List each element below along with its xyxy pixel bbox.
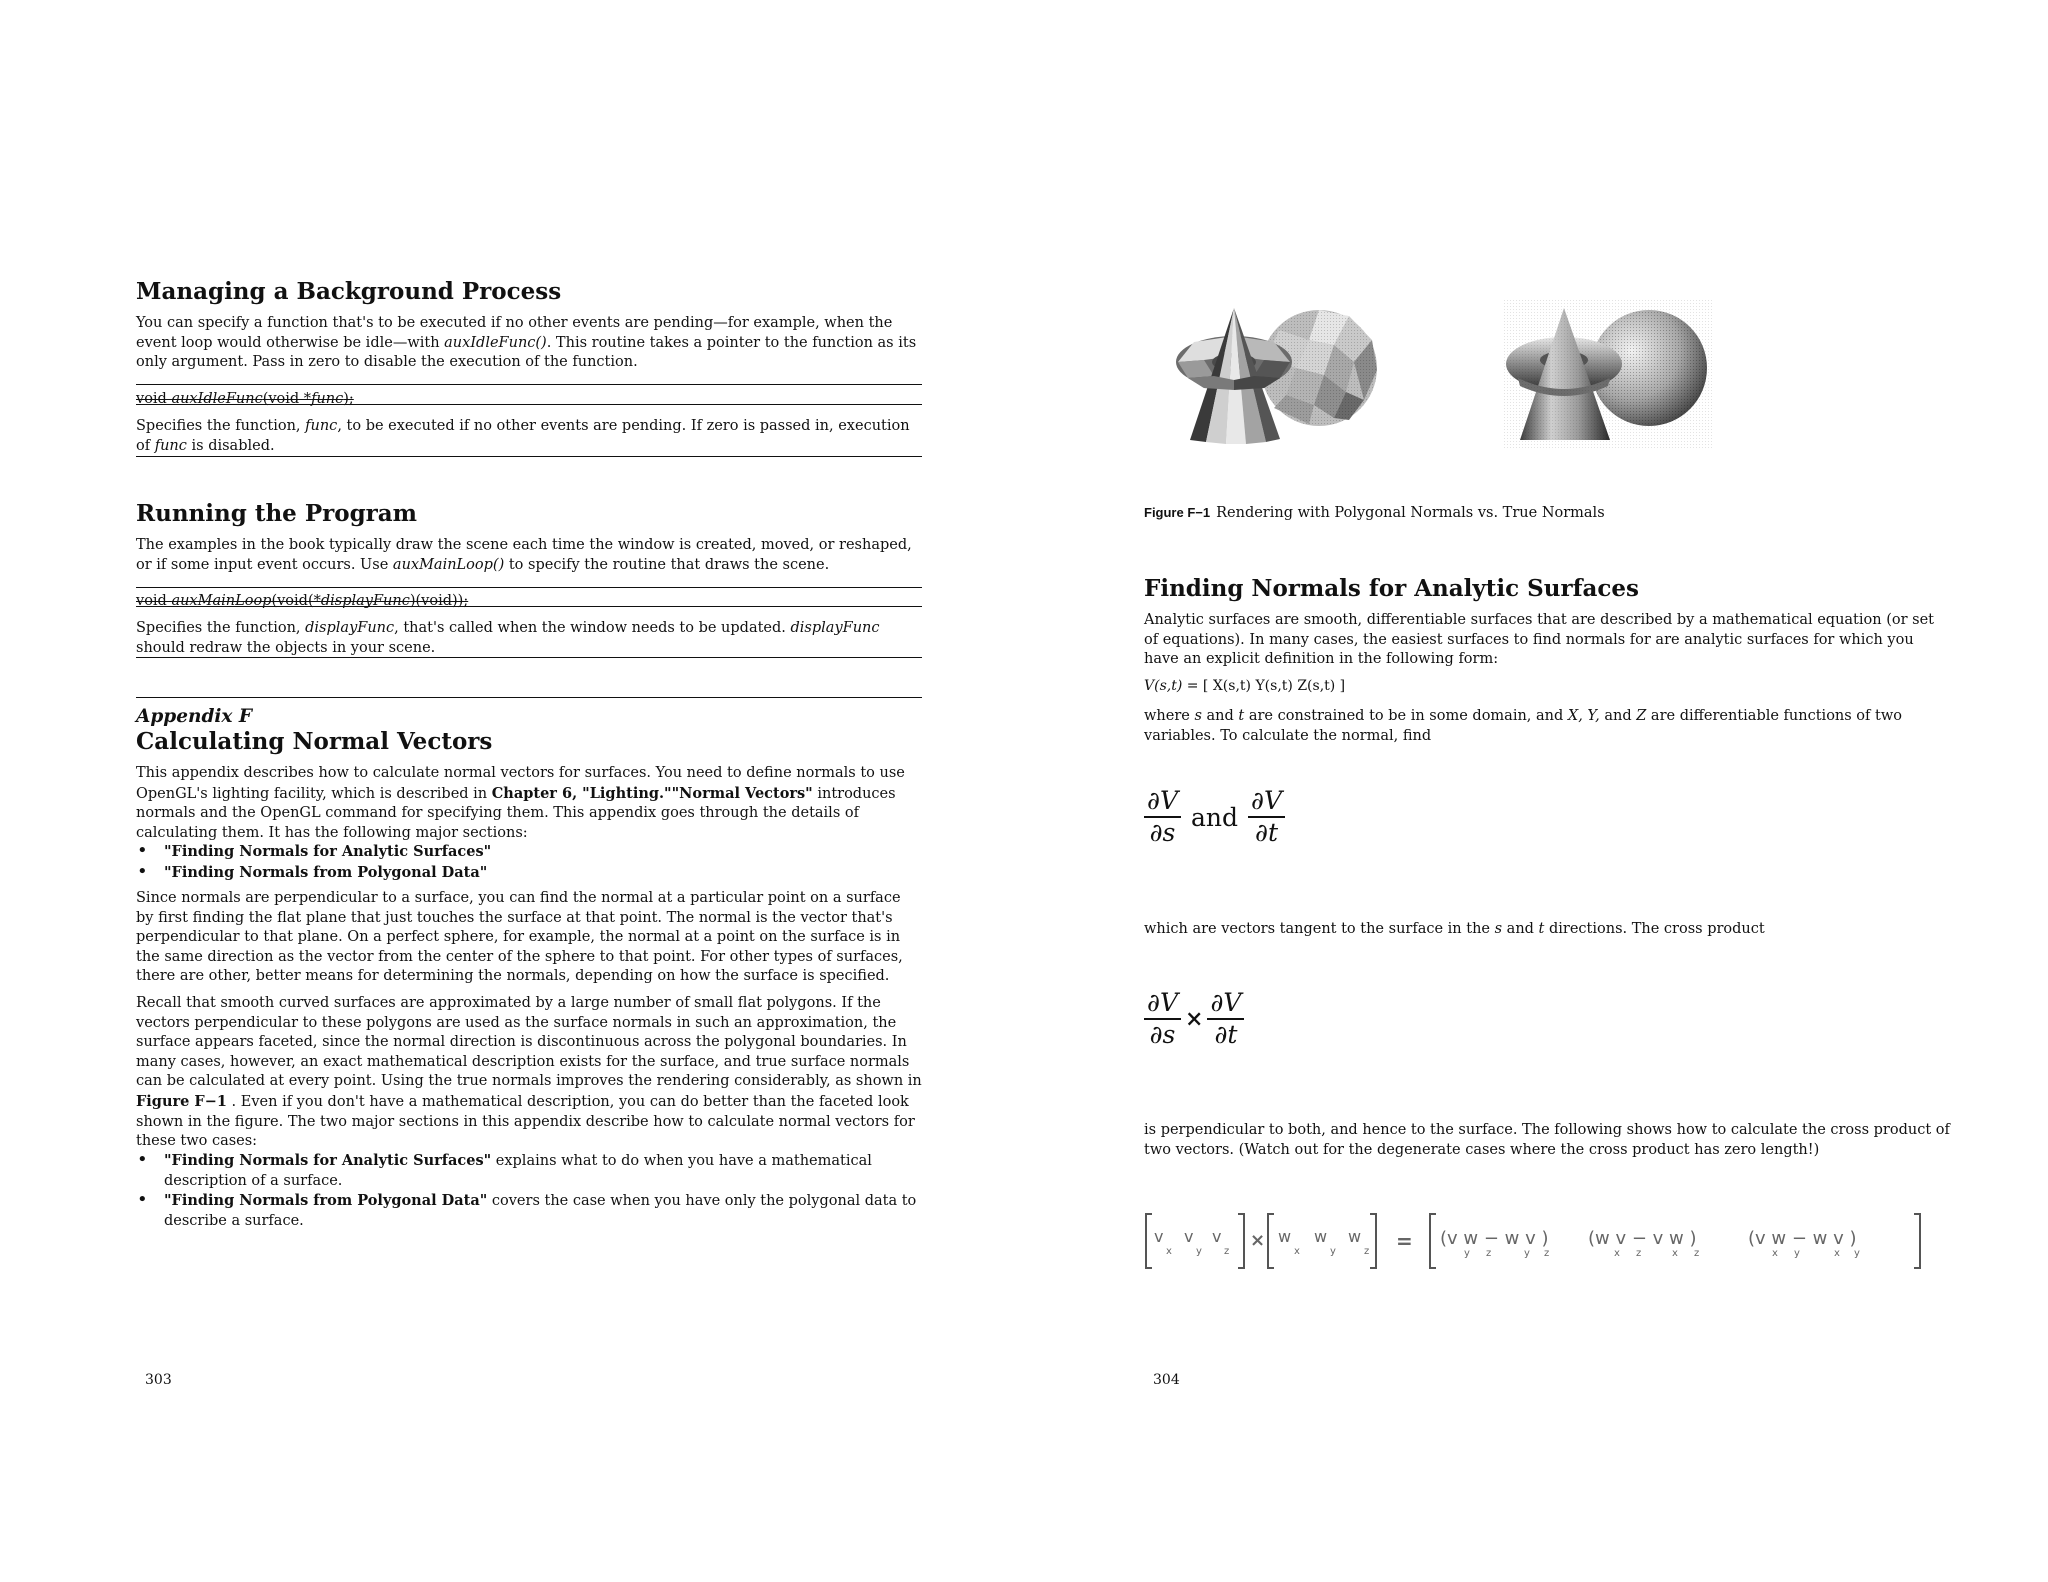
list-item xyxy=(136,842,922,863)
auxmainloop-description xyxy=(136,619,922,658)
svg-text:y: y xyxy=(1854,1248,1860,1259)
section-link[interactable]: "Normal Vectors" xyxy=(671,784,813,802)
figure-link[interactable]: Figure F−1 xyxy=(136,1092,227,1110)
svg-text:w: w xyxy=(1278,1227,1292,1246)
text: and xyxy=(1502,921,1539,937)
and-word: and xyxy=(1191,802,1239,832)
cross-symbol: × xyxy=(1185,1006,1204,1032)
text: are constrained to be in some domain, and xyxy=(1244,708,1568,724)
argument-name: displayFunc xyxy=(790,620,880,636)
background-process-paragraph xyxy=(136,314,922,373)
svg-text:y: y xyxy=(1794,1248,1800,1259)
text: are differentiable functions of two variables. To calculate the normal, find xyxy=(1144,708,1902,744)
variable: t xyxy=(1238,708,1245,724)
function-name: auxIdleFunc xyxy=(171,391,263,407)
divider xyxy=(136,657,922,658)
text: and xyxy=(1201,708,1239,724)
text: Specifies the function, xyxy=(136,418,306,434)
text: The examples in the book typically draw the scene each time the window is created, moved, or reshaped, or if some input event occurs. Use xyxy=(136,537,912,573)
figure-label: Figure F−1 xyxy=(1144,505,1211,520)
variable: t xyxy=(1538,921,1545,937)
cases-list xyxy=(136,1151,922,1231)
function-name: auxMainLoop xyxy=(171,593,272,609)
text: and xyxy=(1599,708,1637,724)
svg-text:x: x xyxy=(1166,1246,1172,1257)
page-number: 304 xyxy=(1153,1372,1180,1388)
partial-derivatives-equation xyxy=(1144,786,1285,848)
svg-text:x: x xyxy=(1614,1248,1620,1259)
caption-text: Rendering with Polygonal Normals vs. True Normals xyxy=(1216,505,1605,521)
divider xyxy=(136,587,922,588)
divider xyxy=(136,606,922,607)
list-item xyxy=(136,863,922,884)
text: which are vectors tangent to the surface in the xyxy=(1144,921,1495,937)
function-name: auxMainLoop() xyxy=(392,556,505,573)
list-item xyxy=(136,1191,922,1231)
text: You can specify a function that's to be executed if no other events are pending—for example, when the event loop would otherwise be idle—with xyxy=(136,315,893,351)
appendix-divider xyxy=(136,697,922,698)
partial-v-over-t: $\frac{\partial V}{\partial t}$ xyxy=(1248,786,1285,848)
text: explains what to do when you have a mathematical description of a surface. xyxy=(164,1153,872,1189)
divider xyxy=(136,384,922,385)
variable: X, Y, xyxy=(1567,708,1600,724)
svg-text:x: x xyxy=(1294,1246,1300,1257)
svg-text:w: w xyxy=(1348,1227,1362,1246)
equation-lhs: V(s,t) xyxy=(1144,678,1183,694)
auxidlefunc-description xyxy=(136,417,922,456)
svg-text:x: x xyxy=(1834,1248,1840,1259)
argument-name: func xyxy=(311,391,344,407)
svg-text:v: v xyxy=(1184,1227,1194,1246)
appendix-label: Appendix F xyxy=(136,706,253,727)
figure-caption xyxy=(1144,505,1605,521)
svg-text:z: z xyxy=(1694,1248,1700,1259)
running-program-paragraph xyxy=(136,536,922,575)
page-number: 303 xyxy=(145,1372,172,1388)
faceted-rendering xyxy=(1176,308,1377,444)
text: (void * xyxy=(262,391,312,407)
smooth-rendering xyxy=(1504,300,1714,450)
text: )(void)); xyxy=(409,593,469,609)
section-link[interactable]: "Finding Normals from Polygonal Data" xyxy=(164,863,488,881)
partial-v-over-t: $\frac{\partial V}{\partial t}$ xyxy=(1207,988,1244,1050)
svg-text:w: w xyxy=(1314,1227,1328,1246)
svg-text:z: z xyxy=(1486,1248,1492,1259)
appendix-paragraph-3 xyxy=(136,994,922,1152)
chapter-link[interactable]: Chapter 6, "Lighting." xyxy=(491,784,672,802)
domain-paragraph xyxy=(1144,707,1952,746)
text: Specifies the function, xyxy=(136,620,306,636)
svg-text:×: × xyxy=(1250,1230,1266,1251)
argument-name: func xyxy=(305,418,338,434)
svg-text:z: z xyxy=(1544,1248,1550,1259)
svg-text:x: x xyxy=(1772,1248,1778,1259)
text: . Even if you don't have a mathematical description, you can do better than the faceted look shown in the figure. The two major sections in this appendix describe how to calculate normal vectors for these two cases: xyxy=(136,1093,915,1150)
text: ); xyxy=(343,391,354,407)
svg-text:v: v xyxy=(1212,1227,1222,1246)
svg-text:x: x xyxy=(1672,1248,1678,1259)
argument-name: displayFunc xyxy=(320,593,410,609)
variable: s xyxy=(1494,921,1503,937)
text: where xyxy=(1144,708,1195,724)
svg-text:z: z xyxy=(1636,1248,1642,1259)
text: This appendix describes how to calculate normal vectors for surfaces. You need to define normals to use OpenGL's lighting facility, which is described in xyxy=(136,765,905,802)
svg-text:y: y xyxy=(1196,1246,1202,1257)
argument-name: displayFunc xyxy=(305,620,395,636)
section-link[interactable]: "Finding Normals for Analytic Surfaces" xyxy=(164,843,492,860)
cross-product-matrix-equation xyxy=(1144,1210,1934,1272)
right-page xyxy=(1024,0,2048,1582)
text: , that's called when the window needs to be updated. xyxy=(394,620,791,636)
text: covers the case when you have only the polygonal data to describe a surface. xyxy=(164,1193,917,1229)
section-title-running-program: Running the Program xyxy=(136,500,418,527)
perpendicular-paragraph: is perpendicular to both, and hence to the surface. The following shows how to calculate the cross product of two vectors. (Watch out for the degenerate cases where the cross product has zero length!) xyxy=(1144,1122,1950,1158)
text: void xyxy=(136,593,172,609)
argument-name: func xyxy=(154,437,187,454)
text: should redraw the objects in your scene. xyxy=(136,639,436,656)
divider xyxy=(136,404,922,405)
variable: s xyxy=(1194,708,1202,724)
text: is disabled. xyxy=(186,437,275,454)
text: . This routine takes a pointer to the function as its only argument. Pass in zero to disable the execution of the function. xyxy=(136,334,917,371)
svg-text:(v w − w v ): (v w − w v ) xyxy=(1440,1228,1549,1249)
tangent-paragraph xyxy=(1144,920,1952,940)
surface-definition-equation xyxy=(1144,678,1345,694)
appendix-paragraph-2: Since normals are perpendicular to a surface, you can find the normal at a particular point on a surface by first finding the flat plane that just touches the surface at that point. The normal is the vector that's perpendicular to that plane. On a perfect sphere, for example, the normal at a point on the surface is in the same direction as the vector from the center of the sphere to that point. For other types of surfaces, there are other, better means for determining the normals, depending on how the surface is specified. xyxy=(136,890,903,985)
svg-text:z: z xyxy=(1224,1246,1230,1257)
appendix-intro xyxy=(136,764,922,843)
dither-overlay xyxy=(1504,300,1714,450)
svg-text:y: y xyxy=(1330,1246,1336,1257)
text: introduces normals and the OpenGL command for specifying them. This appendix goes through the details of calculating them. It has the following major sections: xyxy=(136,785,896,841)
section-link[interactable]: "Finding Normals for Analytic Surfaces" xyxy=(164,1152,492,1169)
function-signature-auxmainloop xyxy=(136,592,468,611)
text: , to be executed if no other events are pending. If zero is passed in, execution of xyxy=(136,418,910,454)
svg-text:z: z xyxy=(1364,1246,1370,1257)
svg-text:=: = xyxy=(1396,1229,1413,1253)
analytic-surfaces-paragraph: Analytic surfaces are smooth, differentiable surfaces that are described by a mathematical equation (or set of equations). In many cases, the easiest surfaces to find normals for are analytic surfaces for which you have an explicit definition in the following form: xyxy=(1144,612,1934,668)
cross-product-equation xyxy=(1144,988,1244,1050)
equation-rhs: = [ X(s,t) Y(s,t) Z(s,t) ] xyxy=(1182,678,1346,694)
divider xyxy=(136,456,922,457)
partial-v-over-s: $\frac{\partial V}{\partial s}$ xyxy=(1144,988,1181,1050)
function-name: auxIdleFunc() xyxy=(444,334,547,351)
svg-text:(v w − w v ): (v w − w v ) xyxy=(1748,1228,1857,1249)
svg-text:y: y xyxy=(1464,1248,1470,1259)
section-title-background-process: Managing a Background Process xyxy=(136,278,562,305)
section-link[interactable]: "Finding Normals from Polygonal Data" xyxy=(164,1192,488,1210)
function-signature-auxidlefunc xyxy=(136,390,354,409)
figure-f1-illustration xyxy=(1174,300,1764,460)
text: (void(* xyxy=(271,593,321,609)
variable: Z xyxy=(1636,708,1647,724)
appendix-title: Calculating Normal Vectors xyxy=(136,728,493,755)
text: Recall that smooth curved surfaces are approximated by a large number of small flat polygons. If the vectors perpendicular to these polygons are used as the surface normals in such an approximation, the surface appears faceted, since the normal direction is discontinuous across the polygonal boundaries. In many cases, however, an exact mathematical description exists for the surface, and true surface normals can be calculated at every point. Using the true normals improves the rendering considerably, as shown in xyxy=(136,995,922,1090)
svg-text:v: v xyxy=(1154,1227,1164,1246)
text: directions. The cross product xyxy=(1544,921,1765,937)
svg-text:y: y xyxy=(1524,1248,1530,1259)
list-item xyxy=(136,1151,922,1191)
svg-text:(w v − v w ): (w v − v w ) xyxy=(1588,1228,1697,1249)
text: void xyxy=(136,391,172,407)
major-sections-list xyxy=(136,842,922,883)
section-title-analytic-surfaces: Finding Normals for Analytic Surfaces xyxy=(1144,575,1639,602)
partial-v-over-s: $\frac{\partial V}{\partial s}$ xyxy=(1144,786,1181,848)
text: to specify the routine that draws the scene. xyxy=(504,556,830,573)
